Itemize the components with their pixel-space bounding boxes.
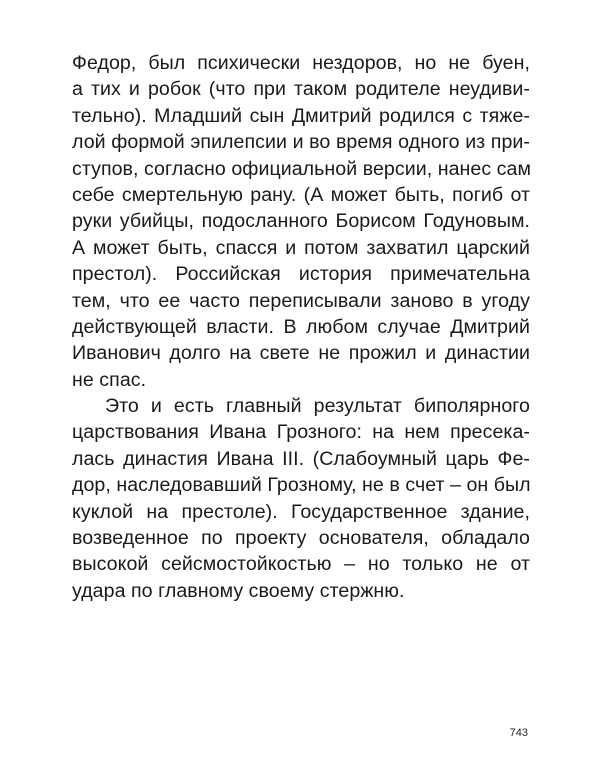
text-line: высокой сейсмостойкостью – но только не от: [72, 553, 530, 576]
text-line: престол). Российская история примечательна: [72, 263, 530, 286]
text-line: тем, что ее часто переписывали заново в угоду: [72, 289, 530, 312]
text-line: царствования Ивана Грозного: на нем пресека-: [72, 421, 530, 444]
page-body: [72, 50, 530, 604]
text-line: возведенное по проекту основателя, обладало: [72, 527, 530, 550]
text-line: руки убийцы, подосланного Борисом Годуновым.: [72, 210, 530, 233]
text-line: лой формой эпилепсии и во время одного из при-: [72, 131, 530, 154]
text-line: себе смертельную рану. (А может быть, погиб от: [72, 183, 530, 206]
paragraph: [72, 393, 530, 604]
paragraph: [72, 50, 530, 393]
text-line: Это и есть главный результат биполярного: [105, 395, 530, 418]
text-line: дор, наследовавший Грозному, не в счет – он был: [72, 474, 531, 497]
text-line: не спас.: [72, 368, 147, 391]
text-line: удара по главному своему стержню.: [72, 579, 405, 602]
text-line: лась династия Ивана III. (Слабоумный царь Фе-: [72, 447, 530, 470]
text-line: а тих и робок (что при таком родителе неудиви-: [72, 78, 530, 101]
text-line: А может быть, спасся и потом захватил царский: [72, 236, 530, 259]
text-line: Иванович долго на свете не прожил и династии: [72, 342, 530, 365]
text-line: Федор, был психически нездоров, но не буен,: [72, 52, 530, 74]
text-line: ступов, согласно официальной версии, нанес сам: [72, 157, 531, 180]
page-number: 743: [509, 727, 528, 739]
text-line: куклой на престоле). Государственное здание,: [72, 500, 530, 523]
text-line: тельно). Младший сын Дмитрий родился с тяже-: [72, 104, 530, 127]
text-line: действующей власти. В любом случае Дмитрий: [72, 315, 530, 338]
